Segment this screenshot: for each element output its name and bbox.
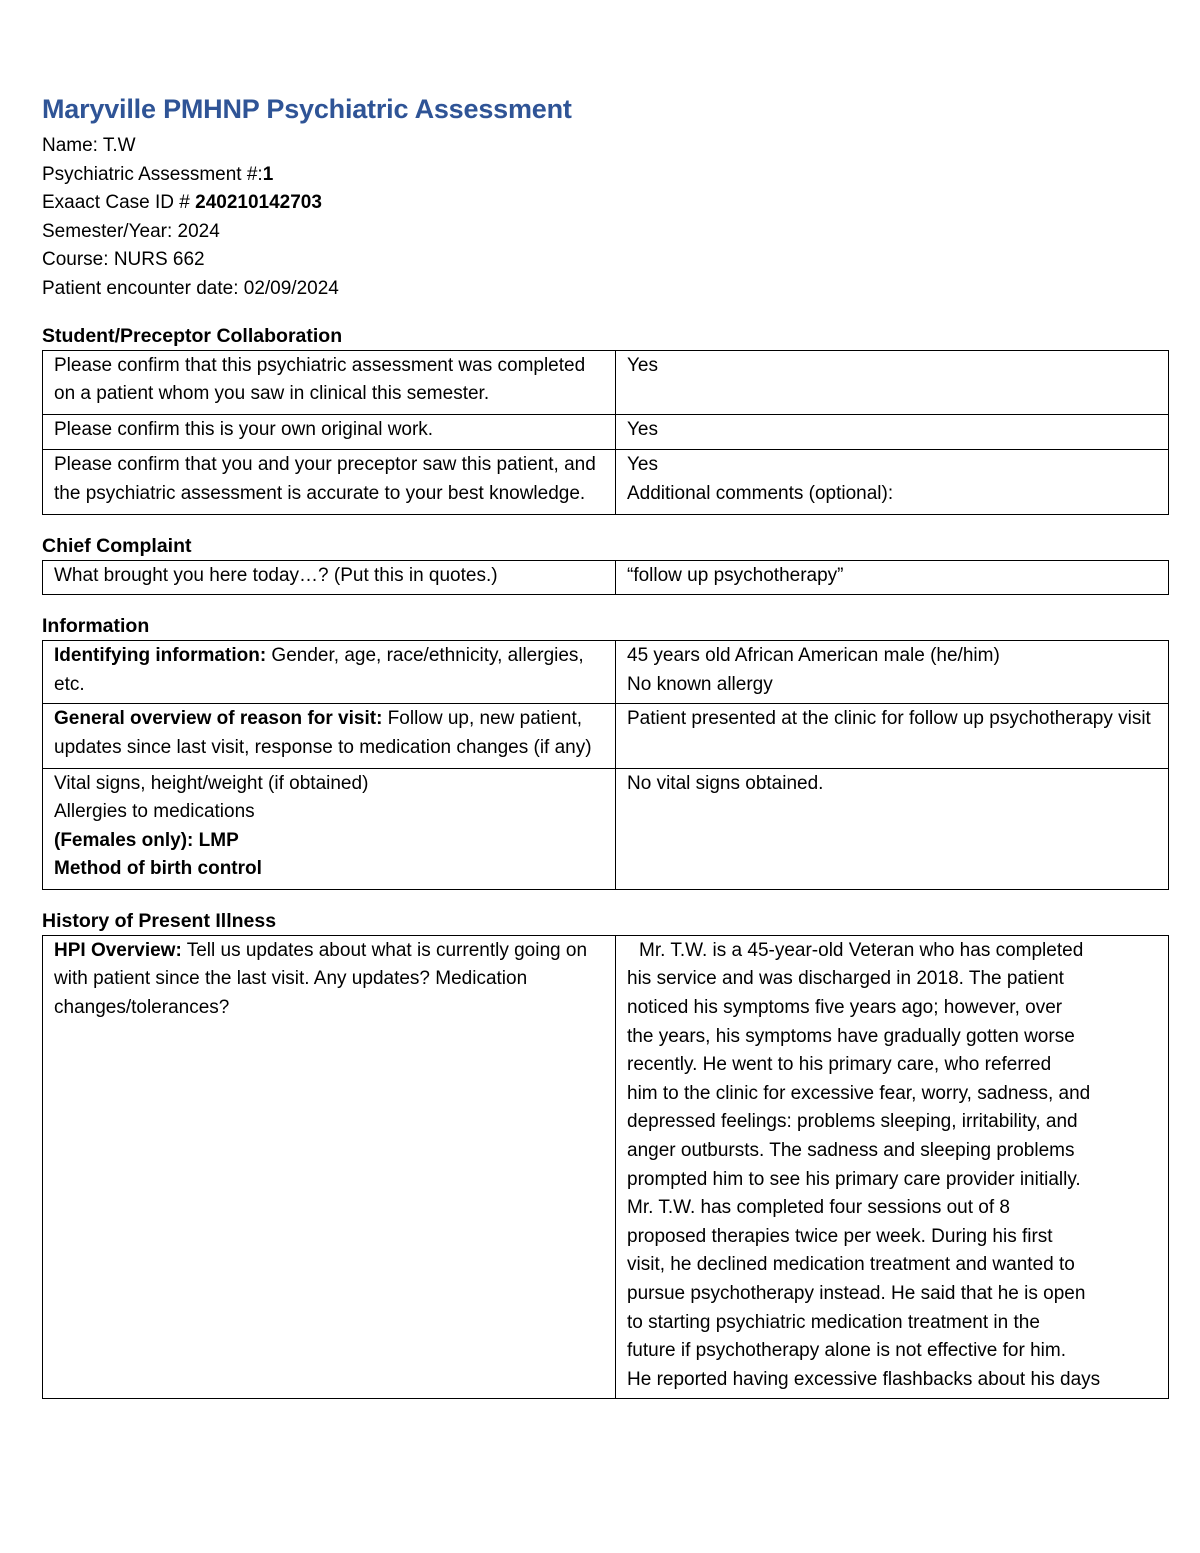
semester-value: 2024: [177, 220, 220, 242]
chief-complaint-table: [42, 560, 1169, 596]
chief-complaint-answer: “follow up psychotherapy”: [616, 560, 1169, 595]
collaboration-question: Please confirm this is your own original work.: [43, 414, 616, 450]
hpi-line: recently. He went to his primary care, who referred: [627, 1054, 1052, 1076]
visit-overview-desc: Follow up, new patient, updates since last visit, response to medication changes (if any): [54, 708, 592, 758]
semester-line: [42, 218, 1170, 247]
name-label: Name:: [42, 135, 98, 156]
assessment-document: [42, 92, 1170, 1399]
hpi-overview-label: HPI Overview:: [54, 939, 182, 961]
birth-control-line: Method of birth control: [54, 858, 262, 880]
hpi-line: the years, his symptoms have gradually gotten worse: [627, 1025, 1075, 1047]
hpi-line: depressed feelings: problems sleeping, irritability, and: [627, 1111, 1078, 1133]
vitals-answer: No vital signs obtained.: [616, 768, 1169, 889]
hpi-table: [42, 935, 1169, 1400]
encounter-value: 02/09/2024: [243, 277, 339, 299]
assessment-label: Psychiatric Assessment #:: [42, 163, 263, 185]
assessment-number-line: [42, 161, 1170, 190]
course-line: [42, 246, 1170, 275]
identifying-answer-line: 45 years old African American male (he/him): [627, 645, 1000, 667]
chief-complaint-heading: Chief Complaint: [42, 534, 192, 557]
table-row: [43, 641, 1169, 704]
document-title: Maryville PMHNP Psychiatric Assessment: [42, 94, 572, 124]
table-row: [43, 935, 1169, 1399]
semester-label: Semester/Year:: [42, 220, 173, 242]
allergies-line: Allergies to medications: [54, 801, 255, 823]
hpi-line: noticed his symptoms five years ago; however, over: [627, 997, 1063, 1019]
table-row: [43, 560, 1169, 595]
hpi-line: proposed therapies twice per week. During his first: [627, 1225, 1053, 1247]
hpi-line: visit, he declined medication treatment and wanted to: [627, 1254, 1075, 1276]
visit-overview-answer: Patient presented at the clinic for follow up psychotherapy visit: [616, 704, 1169, 768]
table-row: [43, 450, 1169, 514]
collaboration-answer: Yes: [616, 414, 1169, 450]
hpi-heading: History of Present Illness: [42, 909, 277, 932]
allergy-answer-line: No known allergy: [627, 673, 773, 695]
additional-comments-label: Additional comments (optional):: [627, 482, 894, 504]
hpi-overview-cell: [43, 935, 616, 1399]
identifying-info-cell: [43, 641, 616, 704]
assessment-value: 1: [262, 163, 274, 185]
identifying-info-label: Identifying information:: [54, 645, 267, 667]
case-id-line: [42, 189, 1170, 218]
collaboration-table: [42, 350, 1169, 515]
hpi-line: Mr. T.W. is a 45-year-old Veteran who has completed: [639, 939, 1084, 961]
encounter-label: Patient encounter date:: [42, 277, 239, 299]
course-label: Course:: [42, 249, 109, 271]
vitals-line: Vital signs, height/weight (if obtained): [54, 772, 369, 794]
visit-overview-label: General overview of reason for visit:: [54, 708, 383, 730]
information-heading: Information: [42, 615, 150, 638]
hpi-line: to starting psychiatric medication treatment in the: [627, 1311, 1040, 1333]
hpi-line: future if psychotherapy alone is not effective for him.: [627, 1340, 1066, 1362]
hpi-line: prompted him to see his primary care provider initially.: [627, 1168, 1081, 1190]
hpi-line: anger outbursts. The sadness and sleeping problems: [627, 1140, 1075, 1162]
hpi-line: his service and was discharged in 2018. The patient: [627, 968, 1064, 990]
collaboration-heading: Student/Preceptor Collaboration: [42, 324, 343, 347]
hpi-narrative: [616, 935, 1169, 1399]
name-line: [42, 132, 1170, 161]
vitals-cell: [43, 768, 616, 889]
collaboration-question: Please confirm that this psychiatric assessment was completed on a patient whom you saw in clinical this semester.: [43, 350, 616, 414]
table-row: [43, 768, 1169, 889]
collaboration-answer: Yes: [627, 454, 658, 476]
case-label: Exaact Case ID #: [42, 192, 190, 214]
hpi-line: pursue psychotherapy instead. He said that he is open: [627, 1283, 1086, 1304]
identifying-info-desc: Gender, age, race/ethnicity, allergies, etc.: [54, 645, 584, 695]
hpi-overview-desc: Tell us updates about what is currently going on with patient since the last visit. Any updates? Medication changes/tolerances?: [54, 939, 588, 1019]
hpi-line: Mr. T.W. has completed four sessions out of 8: [627, 1197, 1010, 1219]
hpi-line: him to the clinic for excessive fear, worry, sadness, and: [627, 1082, 1091, 1104]
visit-overview-cell: [43, 704, 616, 768]
collaboration-answer-cell: [616, 450, 1169, 514]
table-row: [43, 414, 1169, 450]
table-row: [43, 704, 1169, 768]
name-value: T.W: [102, 135, 136, 156]
hpi-line: He reported having excessive flashbacks about his days: [627, 1368, 1101, 1390]
information-table: [42, 640, 1169, 890]
identifying-info-answer: [616, 641, 1169, 704]
course-value: NURS 662: [113, 249, 205, 271]
lmp-line: (Females only): LMP: [54, 829, 239, 851]
collaboration-answer: Yes: [616, 350, 1169, 414]
encounter-date-line: [42, 275, 1170, 304]
case-value: 240210142703: [195, 192, 322, 214]
collaboration-question: Please confirm that you and your preceptor saw this patient, and the psychiatric assessment is accurate to your best knowledge.: [43, 450, 616, 514]
chief-complaint-question: What brought you here today…? (Put this in quotes.): [43, 560, 616, 595]
table-row: [43, 350, 1169, 414]
